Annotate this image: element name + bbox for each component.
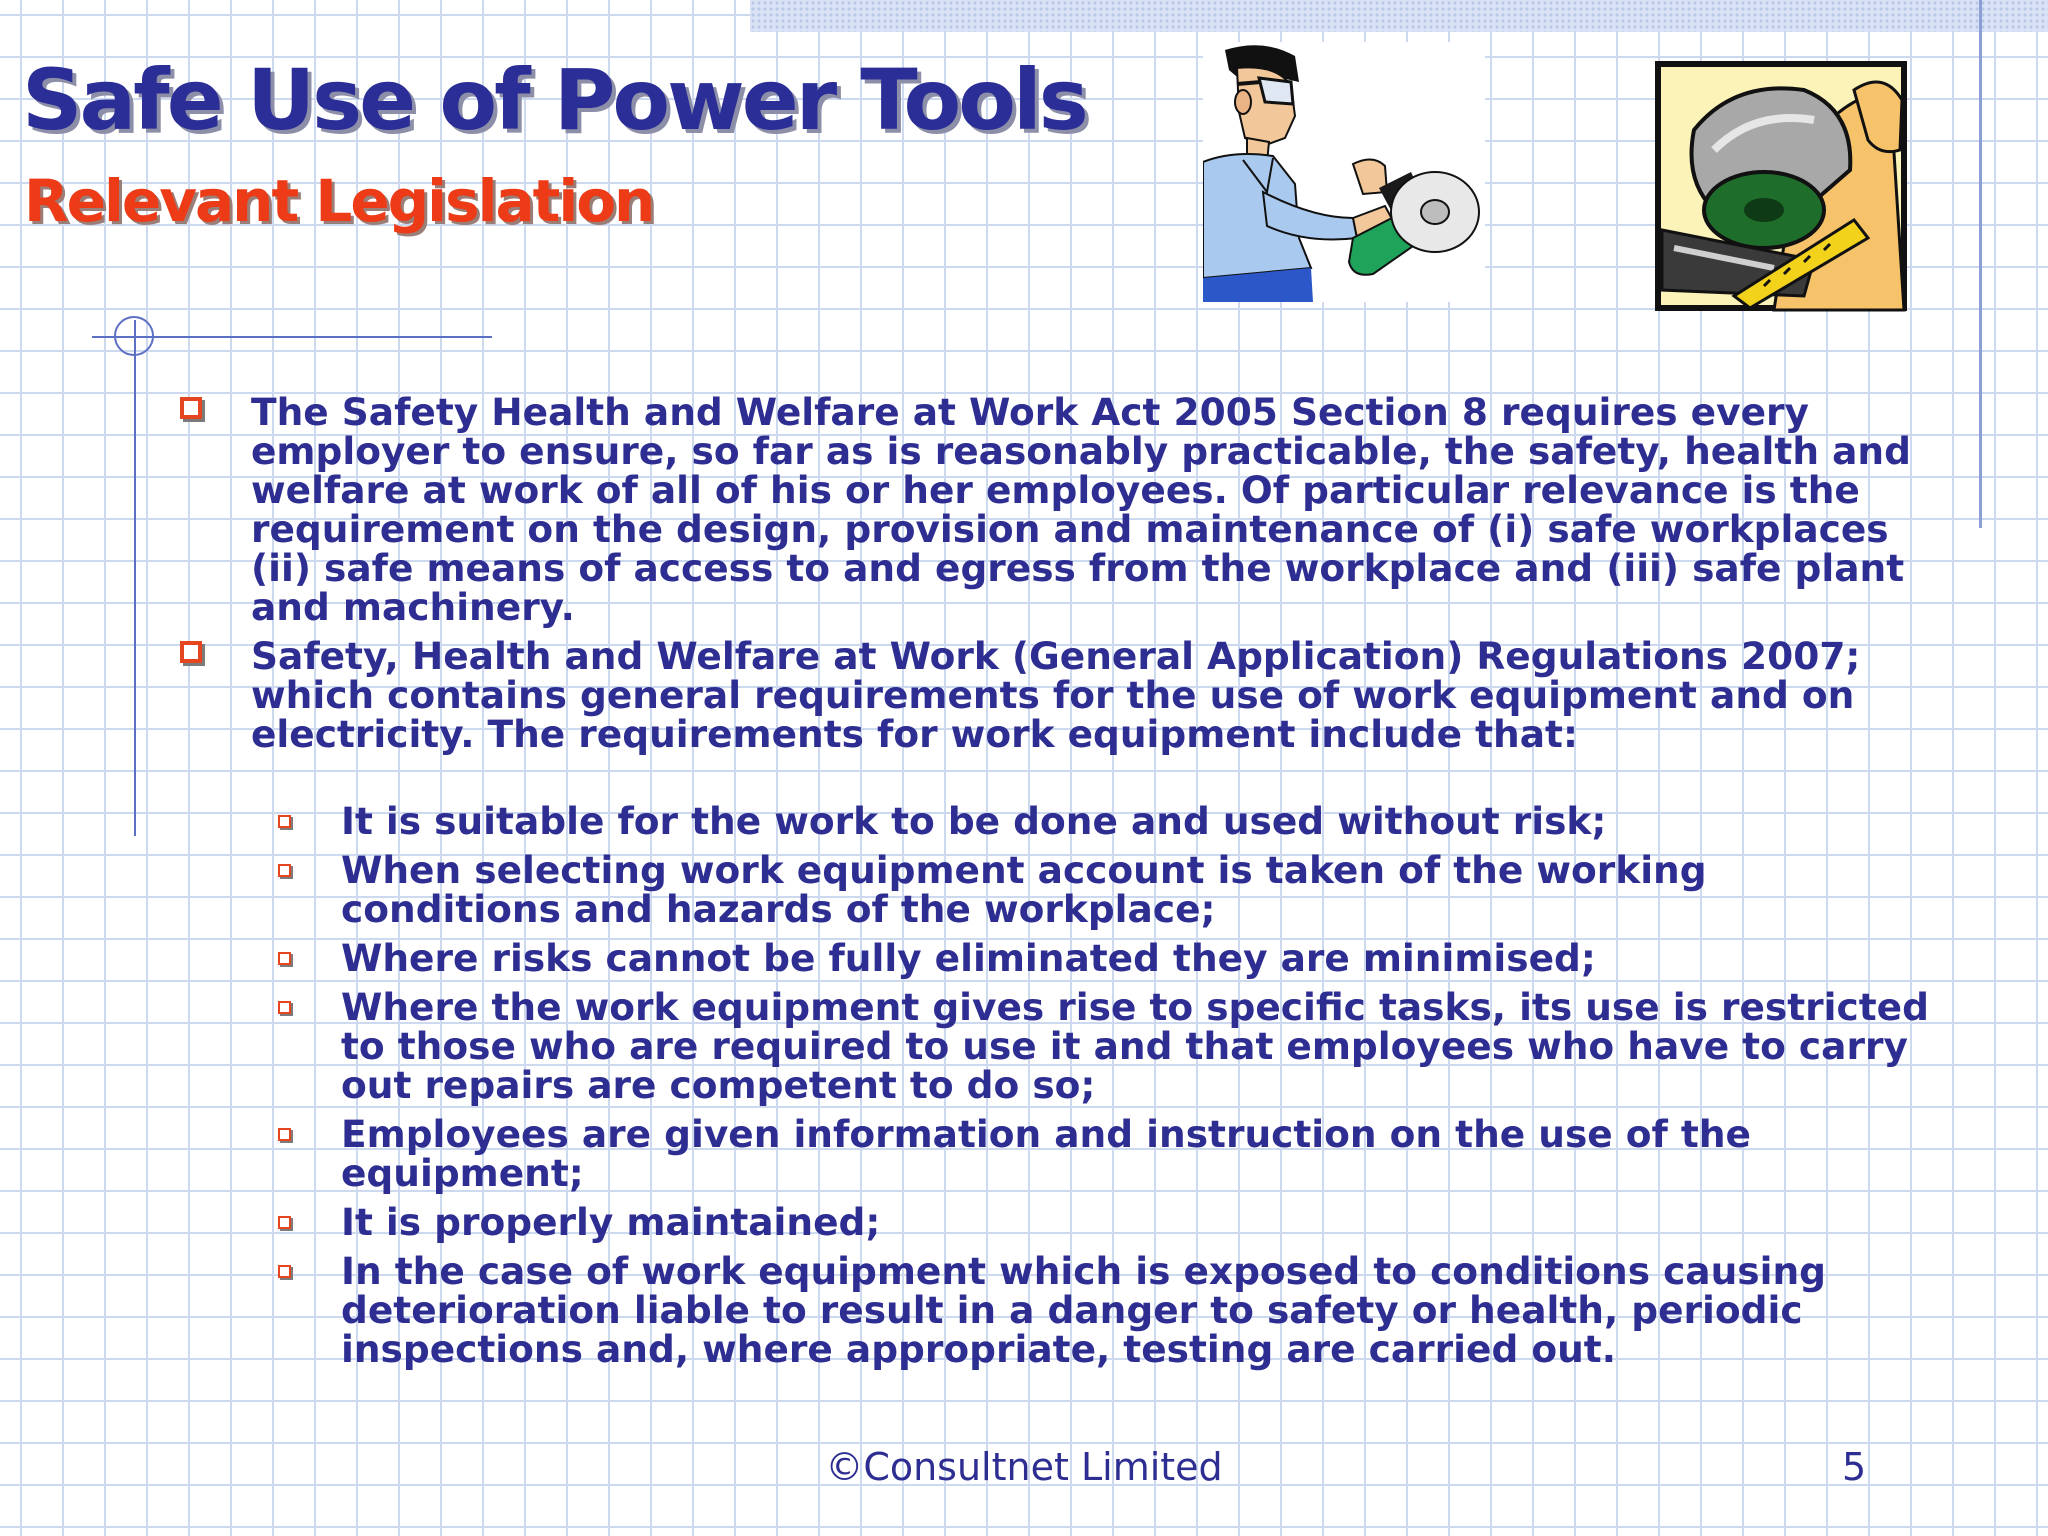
footer-copyright: ©Consultnet Limited (825, 1445, 1223, 1489)
right-rule-line (1979, 0, 1982, 528)
square-bullet-icon (278, 1001, 291, 1014)
sub-bullet-specific-tasks: Where the work equipment gives rise to specific tasks, its use is restricted to those who are required to use it and that employees who have to carry out repairs are competent to do so; (341, 985, 1929, 1107)
square-bullet-icon (180, 641, 202, 663)
sub-bullet-maintained: It is properly maintained; (341, 1200, 881, 1244)
sub-bullet-risks: Where risks cannot be fully eliminated they are minimised; (341, 936, 1596, 980)
slide-title: Safe Use of Power Tools (22, 51, 1086, 149)
square-bullet-icon (278, 952, 291, 965)
bullet-text-regulations-2007: Safety, Health and Welfare at Work (General Application) Regulations 2007; which contains general requirements for the use of work equipment and on electricity. The requirements for work equipment include that: (251, 634, 1861, 756)
bullet-text-act-2005: The Safety Health and Welfare at Work Act 2005 Section 8 requires every employer to ensure, so far as is reasonably practicable, the safety, health and welfare at work of all of his or her employees. Of particular relevance is the requirement on the design, provision and maintenance of (i) safe workplaces (ii) safe means of access to and egress from the workplace and (iii) safe plant and machinery. (251, 390, 1911, 629)
crosshair-ornament (114, 316, 154, 356)
left-rule-line (134, 320, 136, 836)
square-bullet-icon (278, 864, 291, 877)
square-bullet-icon (278, 1265, 291, 1278)
sub-bullet-suitable: It is suitable for the work to be done and used without risk; (341, 799, 1607, 843)
top-pattern-band (750, 0, 2048, 32)
worker-grinder-clipart (1203, 42, 1485, 302)
sub-bullet-inspections: In the case of work equipment which is exposed to conditions causing deterioration liable to result in a danger to safety or health, periodic inspections and, where appropriate, testing are carried out. (341, 1249, 1827, 1371)
square-bullet-icon (278, 1128, 291, 1141)
square-bullet-icon (278, 1216, 291, 1229)
square-bullet-icon (278, 815, 291, 828)
page-number: 5 (1842, 1445, 1867, 1489)
circular-saw-clipart (1654, 60, 1908, 312)
sub-bullet-selecting: When selecting work equipment account is taken of the working conditions and hazards of the workplace; (341, 848, 1707, 931)
slide-subtitle: Relevant Legislation (24, 167, 654, 235)
sub-bullet-information: Employees are given information and instruction on the use of the equipment; (341, 1112, 1751, 1195)
square-bullet-icon (180, 397, 202, 419)
